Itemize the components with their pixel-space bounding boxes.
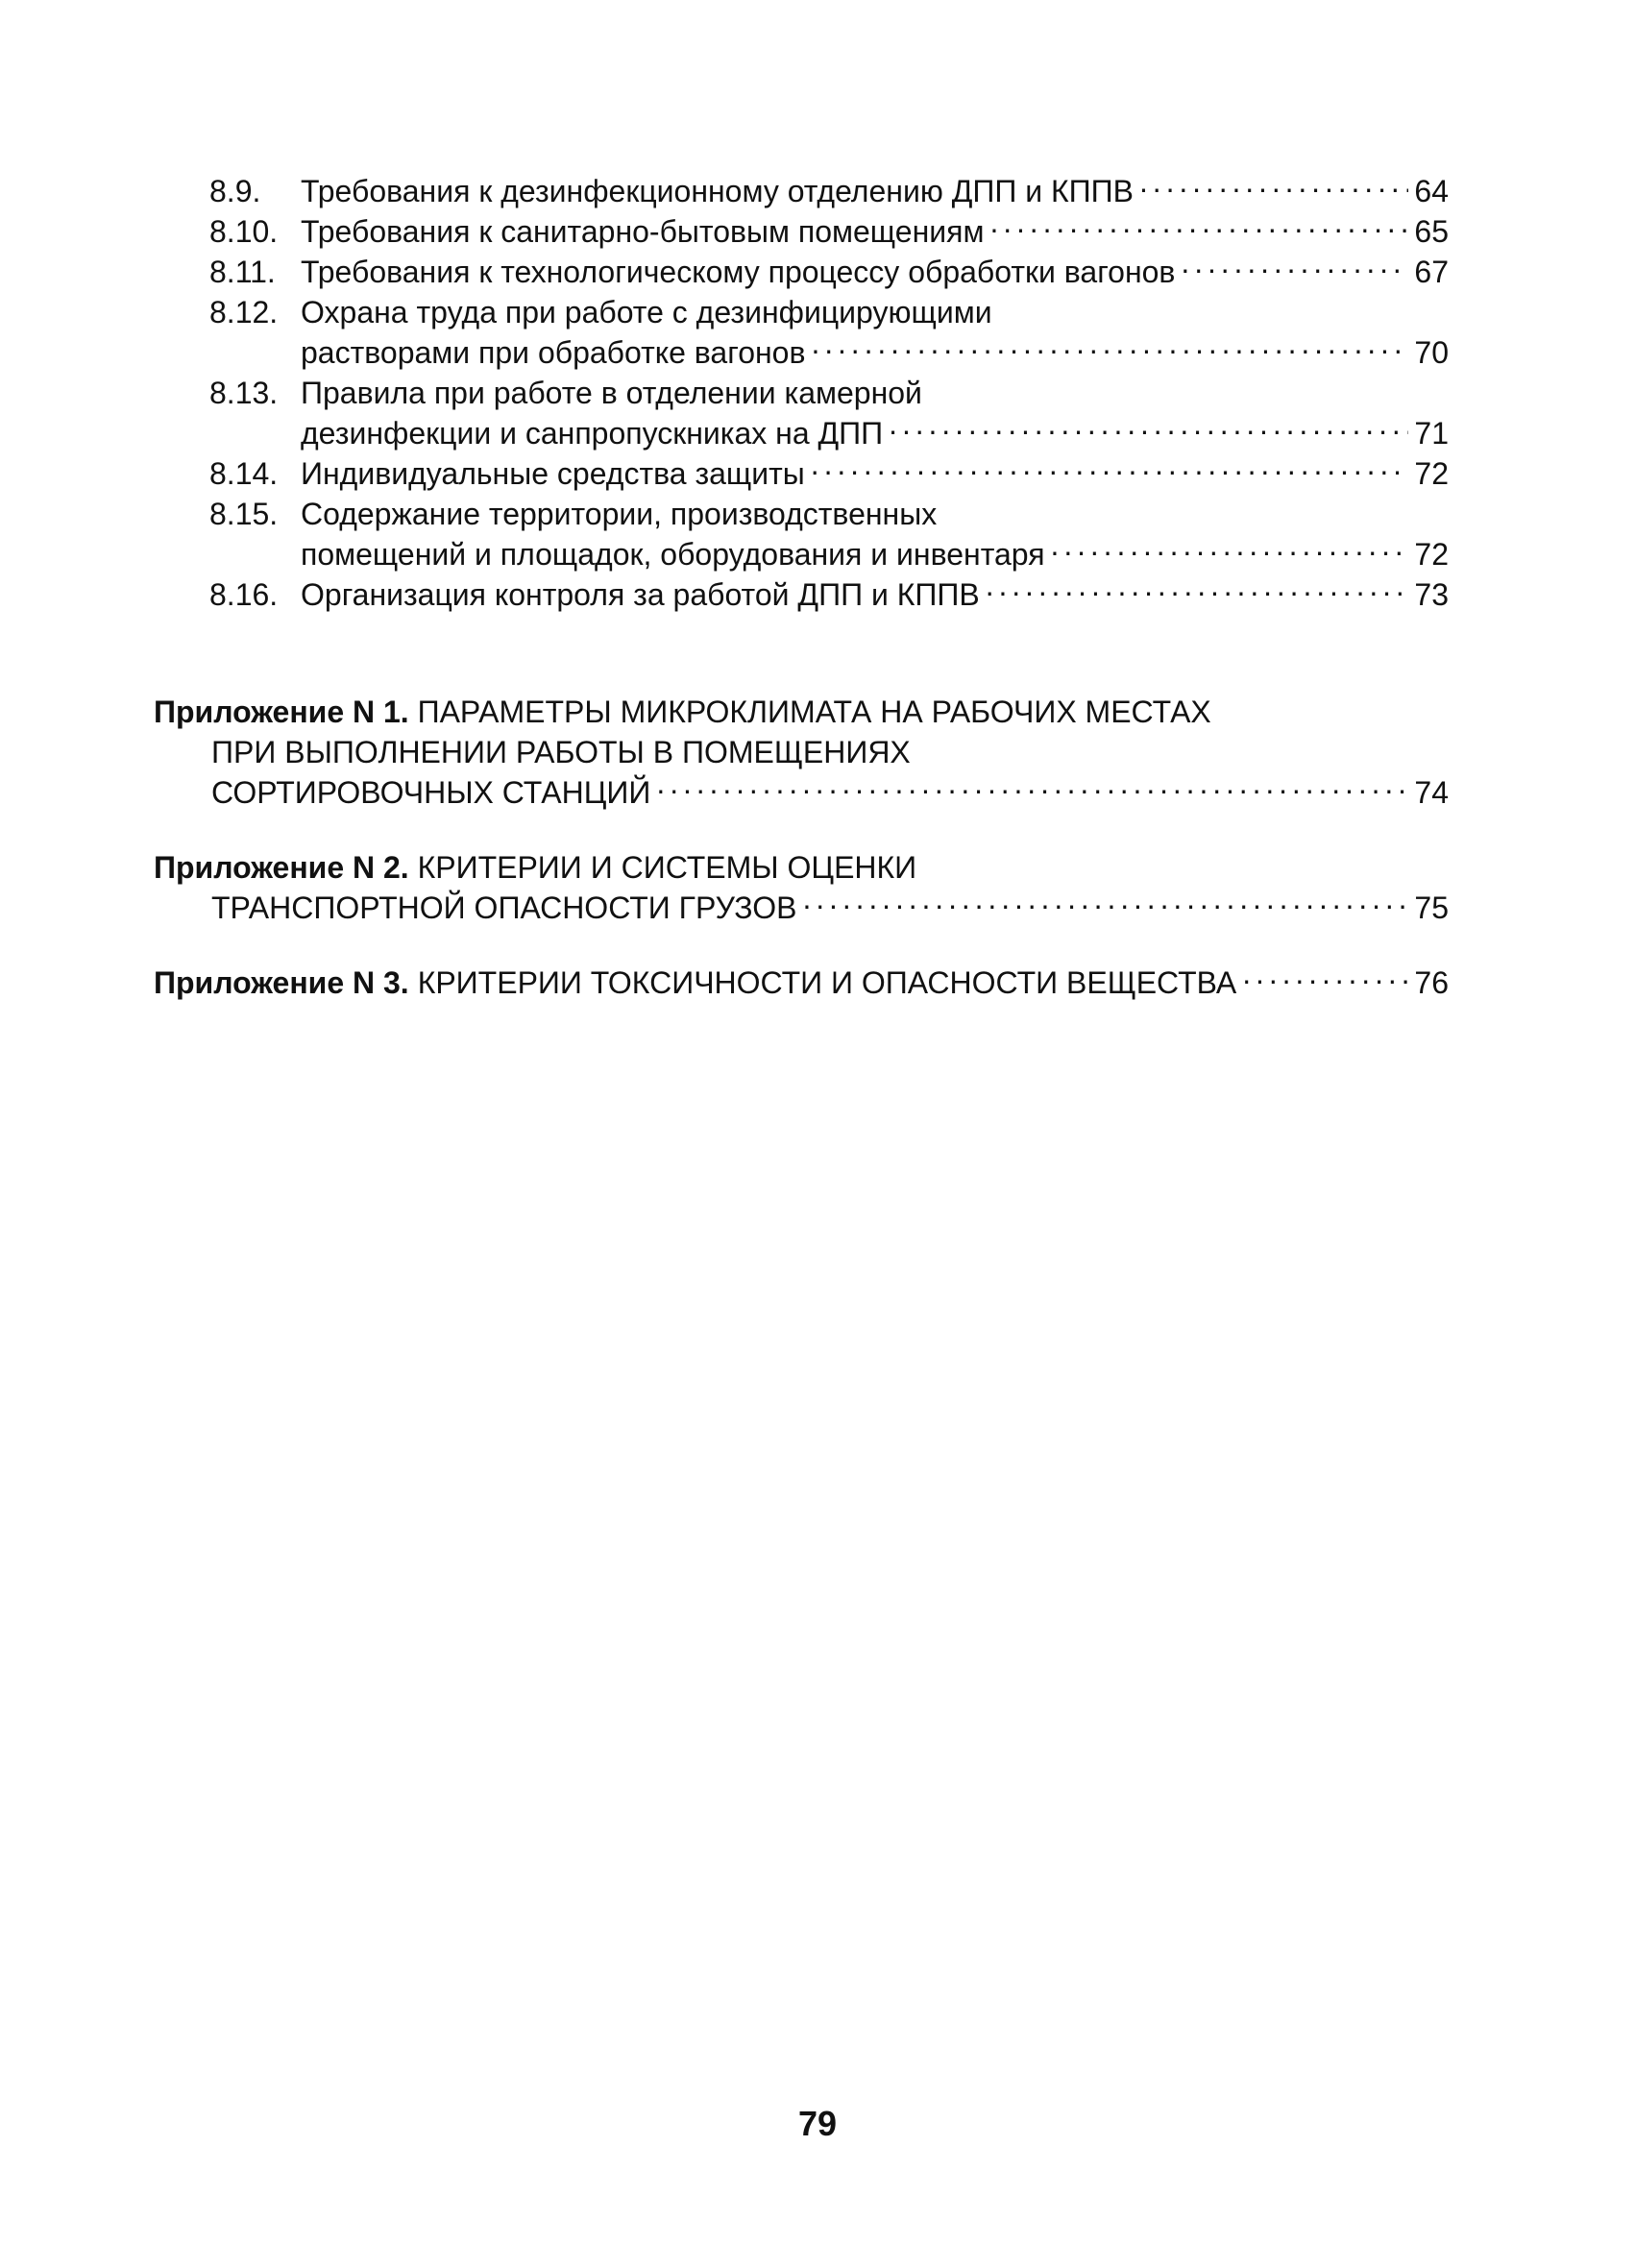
toc-entry-number: 8.10. bbox=[209, 214, 279, 249]
toc-entry-number: 8.16. bbox=[209, 577, 279, 612]
dot-leader bbox=[656, 772, 1408, 803]
toc-entry[interactable] bbox=[209, 373, 1449, 453]
appendix-title: КРИТЕРИИ И СИСТЕМЫ ОЦЕНКИ bbox=[417, 850, 917, 885]
toc-entry[interactable] bbox=[209, 574, 1449, 615]
toc-entry-page: 72 bbox=[1414, 456, 1449, 491]
toc-entry[interactable] bbox=[209, 292, 1449, 373]
toc-entry-number: 8.15. bbox=[209, 497, 279, 531]
appendix-title-continuation: ТРАНСПОРТНОЙ ОПАСНОСТИ ГРУЗОВ bbox=[211, 890, 797, 925]
toc-entry-page: 71 bbox=[1414, 416, 1449, 451]
toc-appendix-entry[interactable] bbox=[154, 847, 1449, 928]
appendix-title: КРИТЕРИИ ТОКСИЧНОСТИ И ОПАСНОСТИ ВЕЩЕСТВА bbox=[417, 965, 1237, 1000]
toc-entry-number: 8.12. bbox=[209, 295, 279, 329]
appendix-title-continuation: СОРТИРОВОЧНЫХ СТАНЦИЙ bbox=[211, 775, 651, 810]
toc-entry-number: 8.11. bbox=[209, 255, 276, 289]
dot-leader bbox=[811, 332, 1408, 363]
appendix-page: 76 bbox=[1414, 965, 1449, 1000]
dot-leader bbox=[989, 211, 1408, 242]
toc-entry-title: Требования к дезинфекционному отделению ДПП и КППВ bbox=[301, 174, 1135, 208]
toc-entry-number: 8.13. bbox=[209, 376, 279, 410]
toc-sections-list bbox=[209, 171, 1449, 615]
dot-leader bbox=[811, 453, 1408, 484]
page-number: 79 bbox=[797, 2104, 838, 2143]
toc-entry-title: Организация контроля за работой ДПП и КППВ bbox=[301, 577, 980, 612]
appendix-label: Приложение N 1. bbox=[154, 695, 409, 729]
toc-appendix-entry[interactable] bbox=[154, 963, 1449, 1003]
toc-entry-title: Содержание территории, производственных bbox=[301, 497, 938, 531]
toc-entry-title: Требования к технологическому процессу обработки вагонов bbox=[301, 255, 1176, 289]
appendix-label: Приложение N 3. bbox=[154, 965, 409, 1000]
appendix-page: 74 bbox=[1414, 775, 1449, 810]
toc-entry-page: 64 bbox=[1414, 174, 1449, 208]
toc-appendices-list bbox=[154, 692, 1449, 1037]
toc-entry-page: 70 bbox=[1414, 335, 1449, 370]
dot-leader bbox=[802, 888, 1408, 918]
toc-entry-number: 8.14. bbox=[209, 456, 279, 491]
toc-entry[interactable] bbox=[209, 494, 1449, 574]
toc-entry-page: 65 bbox=[1414, 214, 1449, 249]
toc-entry-number: 8.9. bbox=[209, 174, 261, 208]
toc-entry-title-continuation: растворами при обработке вагонов bbox=[301, 335, 806, 370]
appendix-title: ПАРАМЕТРЫ МИКРОКЛИМАТА НА РАБОЧИХ МЕСТАХ bbox=[417, 695, 1211, 729]
toc-entry-title-continuation: помещений и площадок, оборудования и инвентаря bbox=[301, 537, 1045, 572]
dot-leader bbox=[1242, 963, 1408, 993]
dot-leader bbox=[1139, 171, 1408, 202]
toc-entry-page: 73 bbox=[1414, 577, 1449, 612]
toc-entry-page: 67 bbox=[1414, 255, 1449, 289]
toc-entry-title-continuation: дезинфекции и санпропускниках на ДПП bbox=[301, 416, 884, 451]
dot-leader bbox=[986, 574, 1408, 605]
appendix-label: Приложение N 2. bbox=[154, 850, 409, 885]
toc-entry[interactable] bbox=[209, 453, 1449, 494]
toc-entry[interactable] bbox=[209, 252, 1449, 292]
appendix-title-continuation: ПРИ ВЫПОЛНЕНИИ РАБОТЫ В ПОМЕЩЕНИЯХ bbox=[211, 735, 911, 769]
dot-leader bbox=[889, 413, 1408, 444]
toc-entry[interactable] bbox=[209, 211, 1449, 252]
toc-entry-title: Охрана труда при работе с дезинфицирующими bbox=[301, 295, 992, 329]
toc-entry-page: 72 bbox=[1414, 537, 1449, 572]
dot-leader bbox=[1051, 534, 1408, 565]
appendix-page: 75 bbox=[1414, 890, 1449, 925]
toc-entry[interactable] bbox=[209, 171, 1449, 211]
toc-entry-title: Правила при работе в отделении камерной bbox=[301, 376, 922, 410]
toc-entry-title: Требования к санитарно-бытовым помещениям bbox=[301, 214, 985, 249]
toc-appendix-entry[interactable] bbox=[154, 692, 1449, 813]
dot-leader bbox=[1181, 252, 1408, 282]
toc-entry-title: Индивидуальные средства защиты bbox=[301, 456, 805, 491]
